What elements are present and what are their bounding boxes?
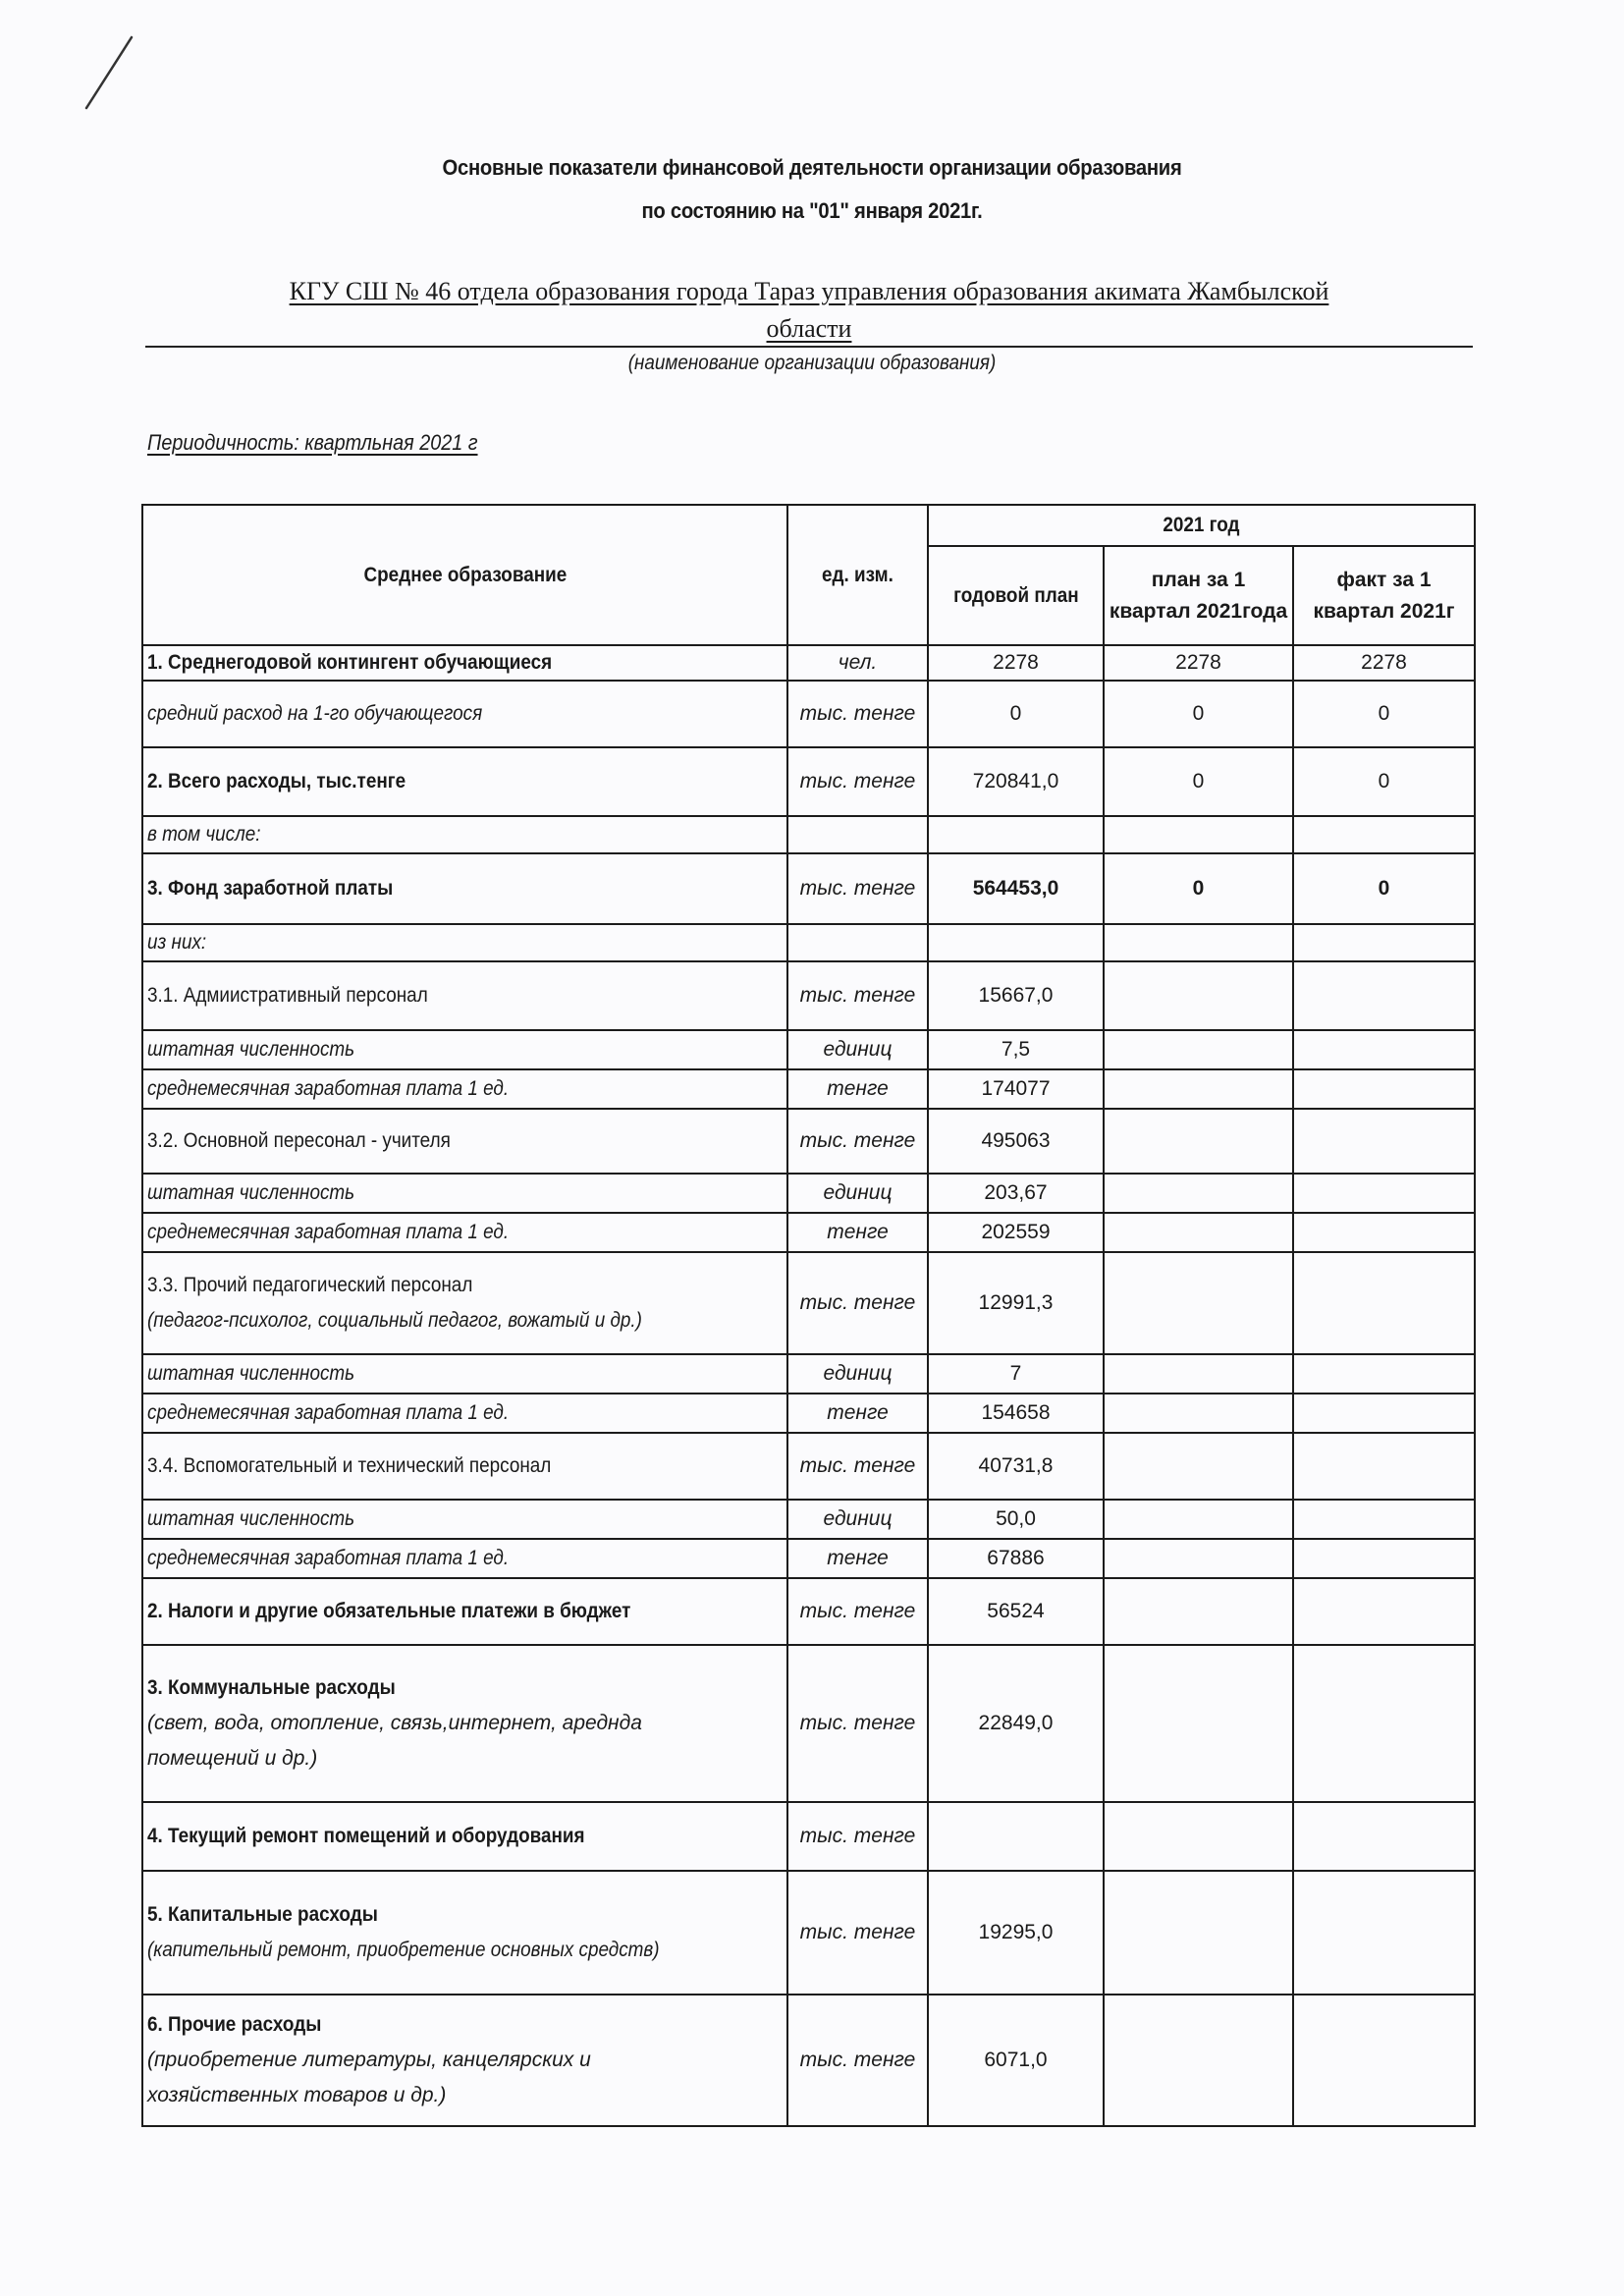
row-label: среднемесячная заработная плата 1 ед. bbox=[142, 1213, 787, 1252]
row-label: среднемесячная заработная плата 1 ед. bbox=[142, 1539, 787, 1578]
document-title: Основные показатели финансовой деятельности организации образования bbox=[442, 155, 1182, 180]
row-q1-plan bbox=[1104, 1539, 1293, 1578]
row-unit: тенге bbox=[787, 1213, 928, 1252]
table-row bbox=[142, 1433, 1475, 1500]
table-row bbox=[142, 1871, 1475, 1995]
row-unit: тыс. тенге bbox=[787, 1433, 928, 1500]
financial-indicators-table bbox=[141, 504, 1476, 2127]
row-unit: тыс. тенге bbox=[787, 747, 928, 816]
row-label: штатная численность bbox=[142, 1030, 787, 1069]
row-q1-fact: 0 bbox=[1293, 681, 1475, 747]
row-q1-fact bbox=[1293, 816, 1475, 853]
row-q1-fact: 0 bbox=[1293, 747, 1475, 816]
row-annual-plan: 12991,3 bbox=[928, 1252, 1104, 1354]
row-label: 2. Налоги и другие обязательные платежи в бюджет bbox=[142, 1578, 787, 1645]
row-label: штатная численность bbox=[142, 1354, 787, 1394]
row-q1-fact bbox=[1293, 1252, 1475, 1354]
row-q1-plan bbox=[1104, 1213, 1293, 1252]
table-row bbox=[142, 1802, 1475, 1871]
row-q1-plan bbox=[1104, 924, 1293, 961]
row-unit: единиц bbox=[787, 1354, 928, 1394]
row-q1-fact bbox=[1293, 924, 1475, 961]
organization-name-line2: области bbox=[766, 314, 852, 343]
table-row bbox=[142, 1213, 1475, 1252]
organization-name bbox=[145, 273, 1473, 348]
row-q1-plan bbox=[1104, 816, 1293, 853]
row-unit: тыс. тенге bbox=[787, 1578, 928, 1645]
row-label: 3.3. Прочий педагогический персонал(педагог-психолог, социальный педагог, вожатый и др.) bbox=[142, 1252, 787, 1354]
row-q1-fact bbox=[1293, 1871, 1475, 1995]
header-q1-plan: план за 1 квартал 2021года bbox=[1104, 546, 1293, 645]
row-q1-plan bbox=[1104, 1252, 1293, 1354]
row-unit: тыс. тенге bbox=[787, 1871, 928, 1995]
row-q1-plan: 0 bbox=[1104, 747, 1293, 816]
table-row bbox=[142, 924, 1475, 961]
row-label: 3.2. Основной пересонал - учителя bbox=[142, 1109, 787, 1174]
row-q1-fact bbox=[1293, 1995, 1475, 2126]
row-q1-plan: 0 bbox=[1104, 853, 1293, 924]
row-unit: тенге bbox=[787, 1539, 928, 1578]
table-row bbox=[142, 1030, 1475, 1069]
row-annual-plan: 174077 bbox=[928, 1069, 1104, 1109]
row-label: 3.1. Адмиистративный персонал bbox=[142, 961, 787, 1030]
row-q1-plan: 2278 bbox=[1104, 645, 1293, 681]
row-label: 6. Прочие расходы (приобретение литературы, канцелярских и хозяйственных товаров и др.) bbox=[142, 1995, 787, 2126]
row-q1-fact bbox=[1293, 1802, 1475, 1871]
row-annual-plan: 154658 bbox=[928, 1394, 1104, 1433]
row-q1-fact bbox=[1293, 1069, 1475, 1109]
row-q1-plan bbox=[1104, 1433, 1293, 1500]
table-row bbox=[142, 1394, 1475, 1433]
table-row bbox=[142, 1645, 1475, 1802]
table-row bbox=[142, 1995, 1475, 2126]
row-q1-fact bbox=[1293, 1354, 1475, 1394]
table-row bbox=[142, 1354, 1475, 1394]
row-label: из них: bbox=[142, 924, 787, 961]
row-q1-fact: 2278 bbox=[1293, 645, 1475, 681]
row-unit bbox=[787, 816, 928, 853]
row-label: 3. Фонд заработной платы bbox=[142, 853, 787, 924]
row-q1-plan bbox=[1104, 1871, 1293, 1995]
row-annual-plan: 50,0 bbox=[928, 1500, 1104, 1539]
row-annual-plan: 495063 bbox=[928, 1109, 1104, 1174]
row-unit: тыс. тенге bbox=[787, 853, 928, 924]
table-row bbox=[142, 1174, 1475, 1213]
table-row bbox=[142, 1069, 1475, 1109]
row-annual-plan: 19295,0 bbox=[928, 1871, 1104, 1995]
row-annual-plan: 202559 bbox=[928, 1213, 1104, 1252]
row-annual-plan bbox=[928, 924, 1104, 961]
row-annual-plan: 0 bbox=[928, 681, 1104, 747]
row-unit: тыс. тенге bbox=[787, 1995, 928, 2126]
row-unit: чел. bbox=[787, 645, 928, 681]
row-label: 3.4. Вспомогательный и технический персонал bbox=[142, 1433, 787, 1500]
organization-caption: (наименование организации образования) bbox=[627, 352, 997, 374]
row-q1-fact bbox=[1293, 1578, 1475, 1645]
table-row bbox=[142, 747, 1475, 816]
row-annual-plan: 6071,0 bbox=[928, 1995, 1104, 2126]
header-year-group: 2021 год bbox=[928, 505, 1475, 546]
row-label: в том числе: bbox=[142, 816, 787, 853]
row-q1-plan bbox=[1104, 1109, 1293, 1174]
organization-name-line1: КГУ СШ № 46 отдела образования города Тараз управления образования акимата Жамбылской bbox=[289, 277, 1329, 305]
table-row bbox=[142, 681, 1475, 747]
row-q1-plan bbox=[1104, 1069, 1293, 1109]
row-q1-plan bbox=[1104, 1500, 1293, 1539]
row-q1-fact bbox=[1293, 1500, 1475, 1539]
row-q1-plan bbox=[1104, 1802, 1293, 1871]
table-row bbox=[142, 1539, 1475, 1578]
row-label: штатная численность bbox=[142, 1174, 787, 1213]
row-annual-plan bbox=[928, 816, 1104, 853]
row-q1-fact bbox=[1293, 1174, 1475, 1213]
row-annual-plan: 22849,0 bbox=[928, 1645, 1104, 1802]
row-unit: единиц bbox=[787, 1174, 928, 1213]
row-q1-fact: 0 bbox=[1293, 853, 1475, 924]
periodicity-label: Периодичность: квартльная 2021 г bbox=[147, 430, 478, 455]
row-label: 4. Текущий ремонт помещений и оборудования bbox=[142, 1802, 787, 1871]
row-q1-fact bbox=[1293, 1394, 1475, 1433]
row-label: средний расход на 1-го обучающегося bbox=[142, 681, 787, 747]
pen-mark-icon bbox=[81, 33, 139, 112]
row-annual-plan: 564453,0 bbox=[928, 853, 1104, 924]
row-unit: тенге bbox=[787, 1394, 928, 1433]
row-annual-plan: 67886 bbox=[928, 1539, 1104, 1578]
row-annual-plan: 56524 bbox=[928, 1578, 1104, 1645]
row-unit: тыс. тенге bbox=[787, 961, 928, 1030]
row-annual-plan: 7 bbox=[928, 1354, 1104, 1394]
row-label: 1. Среднегодовой контингент обучающиеся bbox=[142, 645, 787, 681]
table-row bbox=[142, 853, 1475, 924]
row-q1-plan bbox=[1104, 1030, 1293, 1069]
row-label: 5. Капитальные расходы(капительный ремонт, приобретение основных средств) bbox=[142, 1871, 787, 1995]
row-label: 3. Коммунальные расходы (свет, вода, отопление, связь,интернет, ареднда помещений и др.) bbox=[142, 1645, 787, 1802]
row-q1-plan bbox=[1104, 1174, 1293, 1213]
row-q1-plan: 0 bbox=[1104, 681, 1293, 747]
row-annual-plan: 40731,8 bbox=[928, 1433, 1104, 1500]
header-unit: ед. изм. bbox=[787, 505, 928, 645]
row-annual-plan: 720841,0 bbox=[928, 747, 1104, 816]
row-unit bbox=[787, 924, 928, 961]
row-q1-plan bbox=[1104, 1354, 1293, 1394]
row-unit: тыс. тенге bbox=[787, 1802, 928, 1871]
row-annual-plan: 15667,0 bbox=[928, 961, 1104, 1030]
document-date: по состоянию на "01" января 2021г. bbox=[641, 198, 983, 223]
row-unit: тыс. тенге bbox=[787, 1645, 928, 1802]
table-row bbox=[142, 645, 1475, 681]
row-q1-plan bbox=[1104, 1394, 1293, 1433]
header-name: Среднее образование bbox=[142, 505, 787, 645]
organization-underline bbox=[145, 346, 1473, 348]
row-q1-fact bbox=[1293, 1433, 1475, 1500]
row-annual-plan: 7,5 bbox=[928, 1030, 1104, 1069]
row-unit: единиц bbox=[787, 1030, 928, 1069]
row-q1-fact bbox=[1293, 1645, 1475, 1802]
row-q1-fact bbox=[1293, 1213, 1475, 1252]
row-label: среднемесячная заработная плата 1 ед. bbox=[142, 1069, 787, 1109]
row-q1-plan bbox=[1104, 1578, 1293, 1645]
table-row bbox=[142, 1252, 1475, 1354]
table-row bbox=[142, 961, 1475, 1030]
row-q1-fact bbox=[1293, 961, 1475, 1030]
row-q1-plan bbox=[1104, 961, 1293, 1030]
table-row bbox=[142, 1109, 1475, 1174]
row-q1-fact bbox=[1293, 1539, 1475, 1578]
row-label: среднемесячная заработная плата 1 ед. bbox=[142, 1394, 787, 1433]
row-unit: тенге bbox=[787, 1069, 928, 1109]
row-annual-plan: 2278 bbox=[928, 645, 1104, 681]
row-q1-plan bbox=[1104, 1995, 1293, 2126]
row-unit: единиц bbox=[787, 1500, 928, 1539]
row-annual-plan: 203,67 bbox=[928, 1174, 1104, 1213]
row-annual-plan bbox=[928, 1802, 1104, 1871]
row-unit: тыс. тенге bbox=[787, 681, 928, 747]
row-q1-plan bbox=[1104, 1645, 1293, 1802]
row-unit: тыс. тенге bbox=[787, 1252, 928, 1354]
header-q1-fact: факт за 1 квартал 2021г bbox=[1293, 546, 1475, 645]
table-row bbox=[142, 1500, 1475, 1539]
header-annual-plan: годовой план bbox=[928, 546, 1104, 645]
row-q1-fact bbox=[1293, 1109, 1475, 1174]
table-row bbox=[142, 816, 1475, 853]
row-unit: тыс. тенге bbox=[787, 1109, 928, 1174]
row-label: 2. Всего расходы, тыс.тенге bbox=[142, 747, 787, 816]
row-q1-fact bbox=[1293, 1030, 1475, 1069]
table-row bbox=[142, 1578, 1475, 1645]
row-label: штатная численность bbox=[142, 1500, 787, 1539]
